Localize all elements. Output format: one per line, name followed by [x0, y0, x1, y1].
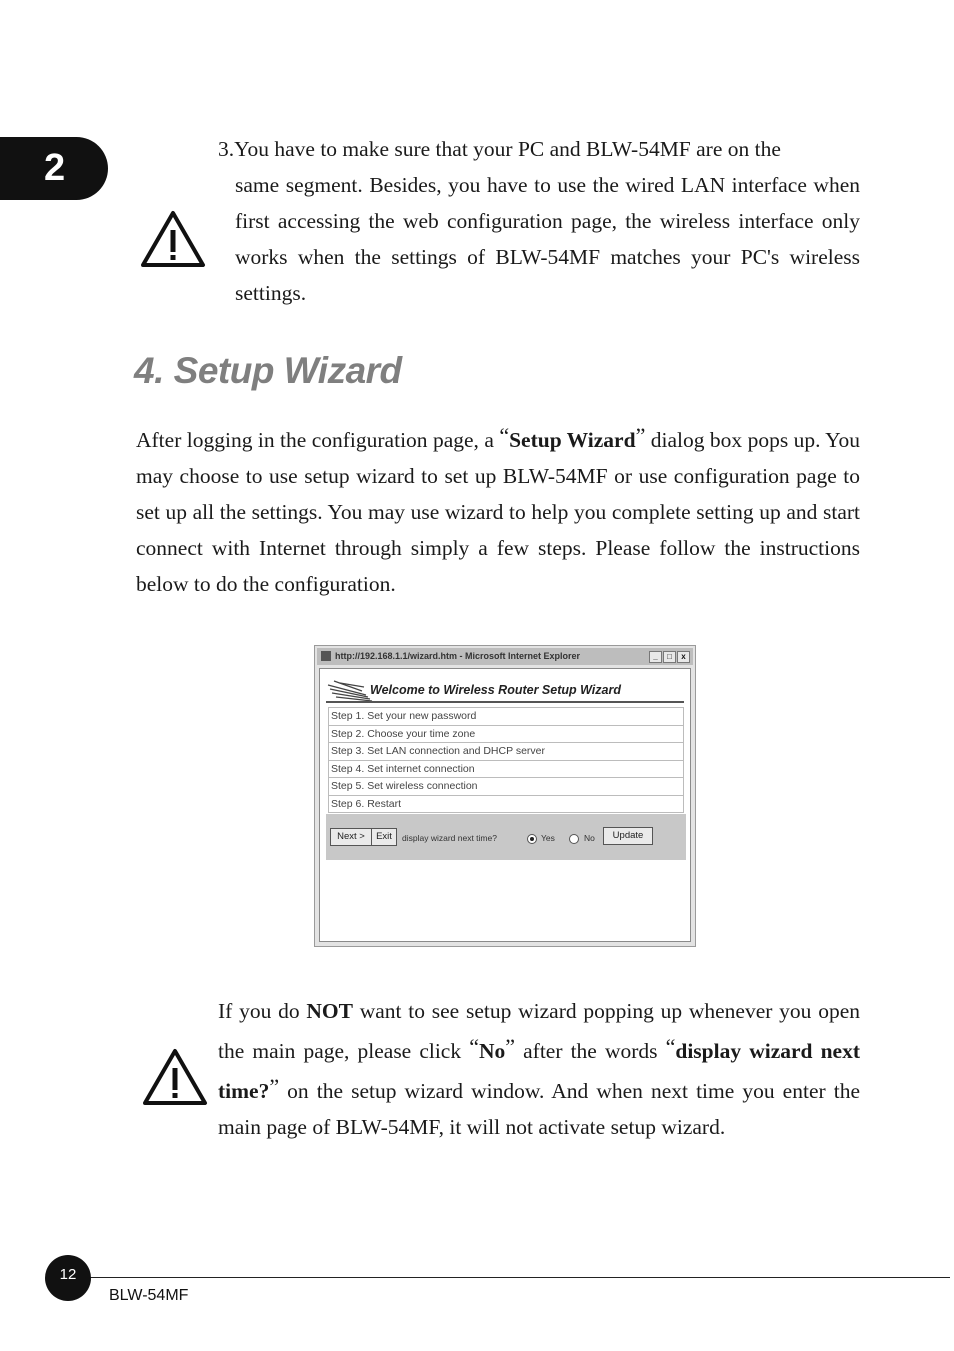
wizard-step-1: Step 1. Set your new password — [328, 707, 684, 726]
footer-rule — [60, 1277, 950, 1278]
close-icon: x — [677, 651, 690, 663]
note2-bold-not: NOT — [306, 999, 353, 1023]
wizard-step-3: Step 3. Set LAN connection and DHCP server — [328, 743, 684, 761]
next-button: Next > — [330, 828, 372, 846]
quote-open: “ — [665, 1034, 676, 1059]
window-controls — [649, 651, 690, 663]
wizard-step-5: Step 5. Set wireless connection — [328, 778, 684, 796]
note1-rest: same segment. Besides, you have to use the wired LAN interface when first accessing the web configuration page, the wireless interface only works when the settings of BLW-54MF matches your PC's wireless settings. — [235, 173, 860, 305]
wizard-step-list — [328, 707, 684, 813]
note1-first-line: 3.You have to make sure that your PC and BLW-54MF are on the — [218, 137, 781, 161]
footer-model: BLW-54MF — [109, 1287, 189, 1304]
intro-bold: Setup Wizard — [509, 428, 636, 452]
chapter-tab: 2 — [0, 137, 108, 200]
ie-app-icon — [321, 651, 331, 661]
ie-content — [319, 668, 691, 942]
wizard-controls-bar — [326, 814, 686, 860]
wizard-title: Welcome to Wireless Router Setup Wizard — [370, 683, 621, 697]
wizard-step-4: Step 4. Set internet connection — [328, 761, 684, 779]
note-disable-wizard — [218, 993, 860, 1145]
intro-paragraph — [136, 418, 860, 602]
note2-bold-no: No — [478, 1039, 506, 1063]
ie-titlebar — [317, 648, 693, 665]
note2-bold-display: display wizard next time? — [218, 1039, 860, 1103]
note2-text-1: If you do — [218, 999, 307, 1023]
note2-text-3: after the words — [515, 1039, 666, 1063]
wizard-step-2: Step 2. Choose your time zone — [328, 726, 684, 744]
minimize-icon: _ — [649, 651, 662, 663]
page-number: 12 — [45, 1255, 91, 1301]
quote-open: “ — [469, 1034, 479, 1059]
setup-wizard-screenshot — [314, 645, 696, 947]
exit-button: Exit — [371, 828, 397, 846]
note2-text-2: want to see setup wizard popping up whenever you open the main page, please click — [218, 999, 860, 1063]
quote-open: “ — [499, 423, 510, 448]
yes-label: Yes — [541, 833, 555, 843]
quote-close: ” — [269, 1074, 280, 1099]
update-button: Update — [603, 827, 653, 845]
warning-icon — [140, 210, 206, 268]
maximize-icon: □ — [663, 651, 676, 663]
no-label: No — [584, 833, 595, 843]
wizard-step-6: Step 6. Restart — [328, 796, 684, 814]
intro-text-1: After logging in the configuration page, a — [136, 428, 500, 452]
quote-close: ” — [505, 1034, 516, 1059]
no-radio — [569, 834, 579, 844]
warning-icon — [142, 1048, 208, 1106]
intro-text-2: dialog box pops up. You may choose to use setup wizard to set up BLW-54MF or use configuration page to set up all the settings. You may use wizard to help you complete setting up and start connect with Internet through simply a few steps. Please follow the instructions below to do the configuration. — [136, 428, 860, 596]
wizard-title-rule — [326, 701, 684, 703]
ie-window-title: http://192.168.1.1/wizard.htm - Microsoft Internet Explorer — [335, 651, 581, 661]
note2-text-4: on the setup wizard window. And when next time you enter the main page of BLW-54MF, it will not activate setup wizard. — [218, 1079, 860, 1139]
display-wizard-label: display wizard next time? — [402, 833, 497, 843]
section-heading: 4. Setup Wizard — [134, 350, 402, 391]
quote-close: ” — [635, 423, 646, 448]
note-same-segment — [218, 131, 860, 311]
yes-radio — [527, 834, 537, 844]
